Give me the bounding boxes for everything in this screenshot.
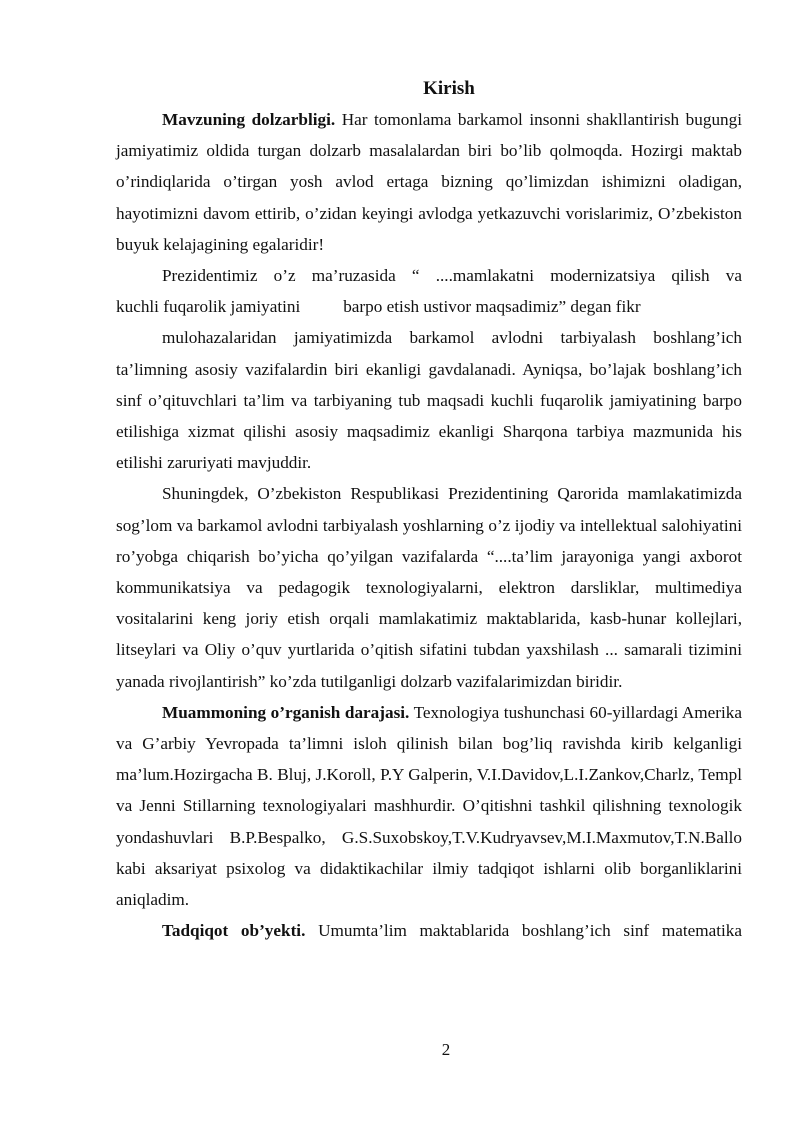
paragraph-text: kuchli fuqarolik jamiyatini barpo etish ustivor maqsadimiz” degan fikr [116, 297, 641, 317]
paragraph-text: Texnologiya tushunchasi 60-yillardagi Amerika va G’arbiy Yevropada ta’limni isloh qilinish bilan bog’liq ravishda kirib kelganligi ma’lum.Hozirgacha B. Bluj, J.Koroll, P.Y Galperin, V.I.Davidov,L.I.Zankov,Charlz, Templ va Jenni Stillarning texnologiyalari mashhurdir. O’qitishni tashkil qilishning texnologik yondashuvlari B.P.Bespalko, G.S.Suxobskoy,T.V.Kudryavsev,M.I.Maxmutov,T.N.Ballo kabi aksariyat psixolog va didaktikachilar ilmiy tadqiqot ishlarni olib borganliklarini aniqladim. [116, 702, 743, 910]
paragraph-text: Prezidentimiz o’z ma’ruzasida “ ....mamlakatni modernizatsiya qilish va [162, 266, 742, 286]
page-number: 2 [441, 1040, 451, 1059]
paragraph-relevance [116, 104, 742, 260]
document-page [116, 74, 742, 946]
paragraph-resolution [116, 478, 742, 696]
paragraph-heading: Mavzuning dolzarbligi. [162, 110, 336, 129]
page-title: Kirish [423, 78, 475, 99]
paragraph-text: Har tomonlama barkamol insonni shakllantirish bugungi jamiyatimiz oldida turgan dolzarb masalalardan biri bo’lib qolmoqda. Hozirgi maktab o’rindiqlarida o’tirgan yosh avlod ertaga bizning qo’limizdan ishimizni oladigan, hayotimizni davom ettirib, o’zidan keyingi avlodga yetkazuvchi vorislarimiz, O’zbekiston buyuk kelajagining egalaridir! [116, 110, 743, 254]
paragraph-research-object [116, 915, 742, 946]
paragraph-study-level [116, 697, 742, 915]
paragraph-president-quote-continued [116, 291, 742, 322]
paragraph-text: Umumta’lim maktablarida boshlang’ich sinf matematika [305, 921, 743, 941]
paragraph-text: mulohazalaridan jamiyatimizda barkamol avlodni tarbiyalash boshlang’ich ta’limning asosiy vazifalardin biri ekanligi gavdalanadi. Ayniqsa, bo’lajak boshlang’ich sinf o’qituvchlari ta’lim va tarbiyaning tub maqsadi kuchli fuqarolik jamiyatining barpo etilishiga xizmat qilishi asosiy maqsadimiz ekanligi Sharqona tarbiya mazmunida his etilishi zaruriyati mavjuddir. [116, 328, 742, 473]
paragraph-reflections [116, 322, 742, 478]
paragraph-heading: Muammoning o’rganish darajasi. [162, 702, 410, 722]
paragraph-text: Shuningdek, O’zbekiston Respublikasi Prezidentining Qarorida mamlakatimizda sog’lom va barkamol avlodni tarbiyalash yoshlarning o’z ijodiy va intellektual salohiyatini ro’yobga chiqarish bo’yicha qo’yilgan vazifalarda “....ta’lim jarayoniga yangi axborot kommunikatsiya va pedagogik texnologiyalarni, elektron darsliklar, multimediya vositalarini keng joriy etish orqali mamlakatimiz maktablarida, kasb-hunar kollejlari, litseylari va Oliy o’quv yurtlarida o’qitish sifatini tubdan yaxshilash ... samarali tizimini yanada rivojlantirish” ko’zda tutilganligi dolzarb vazifalarimizdan biridir. [116, 484, 742, 691]
paragraph-heading: Tadqiqot ob’yekti. [162, 921, 306, 941]
paragraph-president-quote [116, 260, 742, 291]
